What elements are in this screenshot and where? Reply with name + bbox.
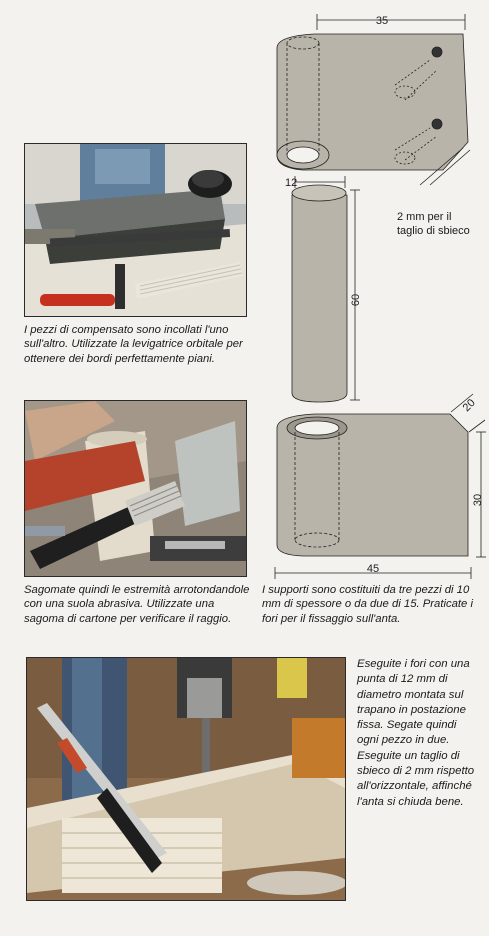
note-bevel: 2 mm per il taglio di sbieco bbox=[397, 211, 470, 237]
caption-drilling: Eseguite i fori con una punta di 12 mm di diametro montata sul trapano in postazione fissa. Segate quindi ogni pezzo in due. Eseguite un taglio di sbieco di 2 mm rispetto all'orizzontale, affinché l'anta si chiuda bene. bbox=[357, 658, 475, 808]
dim-bevel: 20 bbox=[460, 396, 478, 415]
caption-shaping: Sagomate quindi le estremità arrotondandole con una suola abrasiva. Utilizzate una sagoma di cartone per verificare il raggio. bbox=[24, 584, 250, 625]
dim-width-bottom: 45 bbox=[366, 563, 380, 575]
caption-supports: I supporti sono costituiti da tre pezzi di 10 mm di spessore o da due di 15. Praticate i fori per il fissaggio sull'anta. bbox=[262, 584, 473, 625]
caption-sanding: I pezzi di compensato sono incollati l'uno sull'altro. Utilizzate la levigatrice orbitale per ottenere dei bordi perfettamente piani. bbox=[24, 324, 243, 365]
photo-shaping bbox=[24, 400, 247, 577]
dim-height-bottom: 30 bbox=[472, 493, 484, 507]
dim-pin-length: 60 bbox=[350, 293, 362, 307]
support-diagram bbox=[255, 0, 489, 600]
photo-sander bbox=[24, 143, 247, 317]
dim-width-top: 35 bbox=[375, 15, 389, 27]
dim-hole: 12 bbox=[285, 177, 298, 189]
photo-drilling bbox=[26, 657, 346, 901]
